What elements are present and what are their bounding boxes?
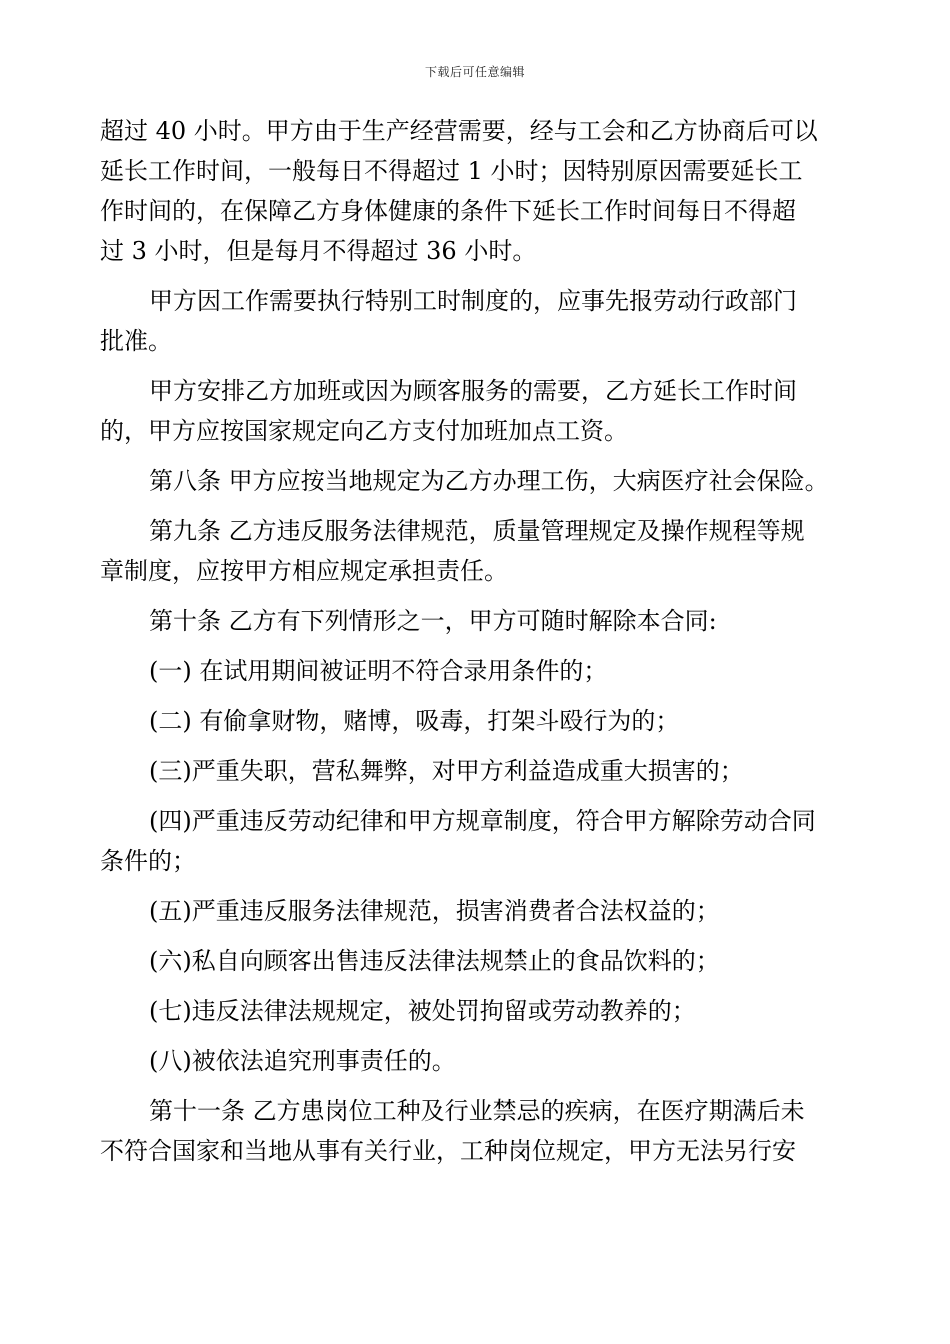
document-body <box>100 111 860 1171</box>
text-line: 不符合国家和当地从事有关行业，工种岗位规定，甲方无法另行安 <box>100 1137 796 1165</box>
text-line: (六)私自向顾客出售违反法律法规禁止的食品饮料的； <box>149 947 720 975</box>
text-line: 超过 40 小时。甲方由于生产经营需要，经与工会和乙方协商后可以 <box>100 117 818 145</box>
text-line: 第九条 乙方违反服务法律规范，质量管理规定及操作规程等规 <box>149 517 805 545</box>
text-line: (八)被依法追究刑事责任的。 <box>149 1047 456 1075</box>
page-header: 下载后可任意编辑 <box>424 65 525 79</box>
text-line: 甲方因工作需要执行特别工时制度的，应事先报劳动行政部门 <box>149 287 797 315</box>
text-line: 第八条 甲方应按当地规定为乙方办理工伤，大病医疗社会保险。 <box>149 467 829 495</box>
text-line: 条件的； <box>100 847 196 875</box>
text-line: 的，甲方应按国家规定向乙方支付加班加点工资。 <box>100 417 628 445</box>
text-line: (七)违反法律法规规定，被处罚拘留或劳动教养的； <box>149 997 696 1025</box>
text-line: 甲方安排乙方加班或因为顾客服务的需要，乙方延长工作时间 <box>149 377 797 405</box>
text-line: 延长工作时间，一般每日不得超过 1 小时；因特别原因需要延长工 <box>100 157 803 185</box>
text-line: 第十条 乙方有下列情形之一，甲方可随时解除本合同: <box>149 607 717 635</box>
text-line: 第十一条 乙方患岗位工种及行业禁忌的疾病，在医疗期满后未 <box>149 1097 805 1125</box>
text-line: 作时间的，在保障乙方身体健康的条件下延长工作时间每日不得超 <box>100 197 796 225</box>
text-line: 过 3 小时，但是每月不得超过 36 小时。 <box>100 237 537 265</box>
text-line: 章制度，应按甲方相应规定承担责任。 <box>100 557 508 585</box>
text-line: (二) 有偷拿财物，赌博，吸毒，打架斗殴行为的； <box>149 707 680 735</box>
text-line: (四)严重违反劳动纪律和甲方规章制度，符合甲方解除劳动合同 <box>149 807 816 835</box>
text-line: (三)严重失职，营私舞弊，对甲方利益造成重大损害的； <box>149 757 744 785</box>
text-line: (一) 在试用期间被证明不符合录用条件的； <box>149 657 608 685</box>
text-line: 批准。 <box>100 327 172 355</box>
text-line: (五)严重违反服务法律规范，损害消费者合法权益的； <box>149 897 720 925</box>
